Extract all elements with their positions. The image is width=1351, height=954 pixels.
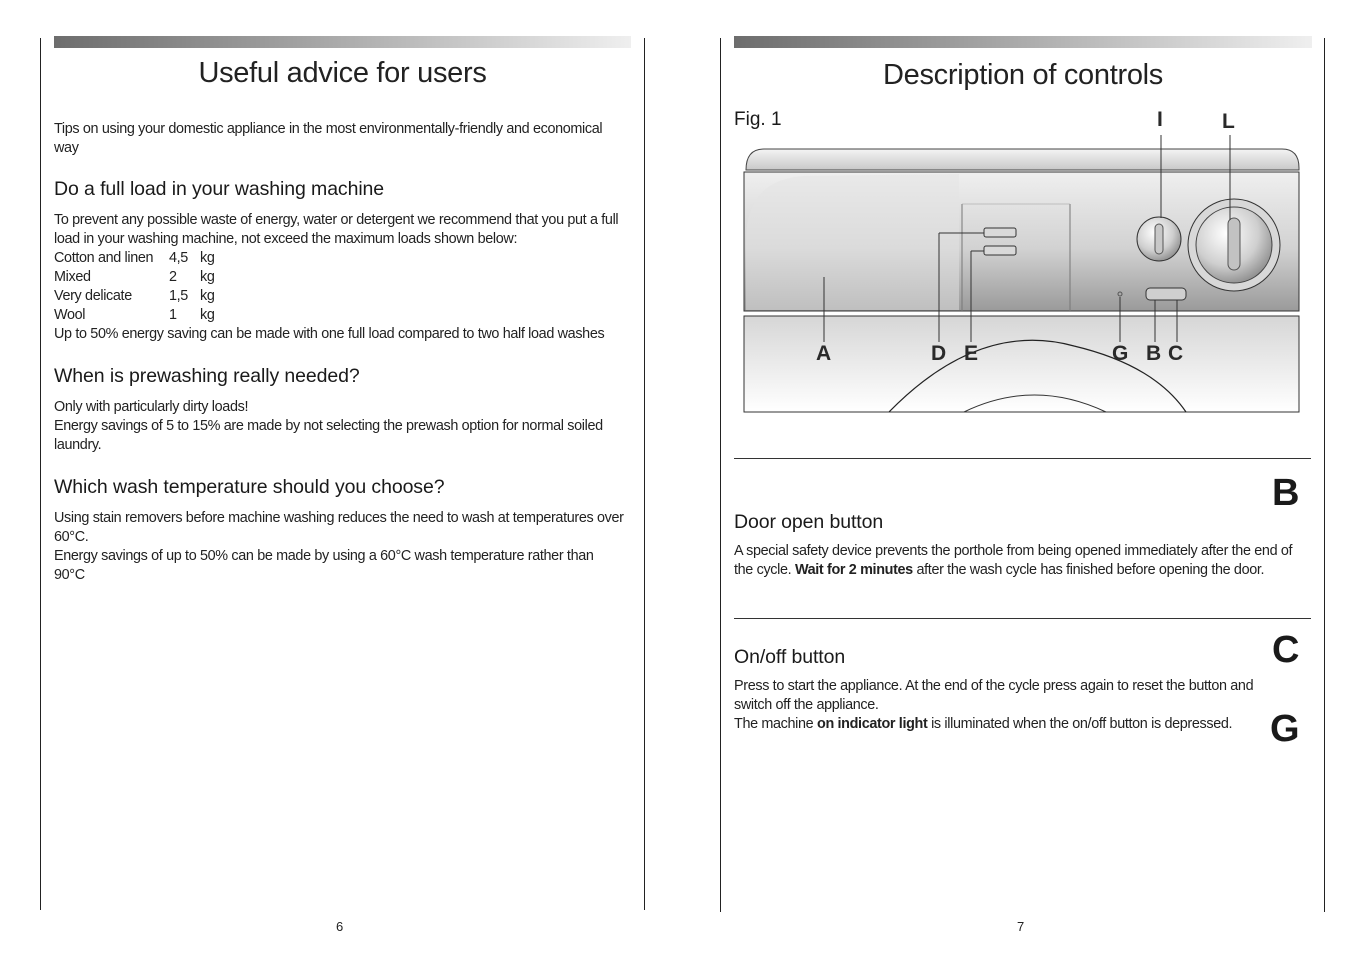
door-open-heading: Door open button: [734, 511, 884, 533]
full-load-text: [54, 211, 624, 344]
load-value: 1: [169, 307, 177, 323]
prewash-line: Only with particularly dirty loads!: [54, 399, 249, 415]
load-row: [54, 287, 624, 306]
control-panel-diagram: [734, 100, 1312, 420]
callout-a: A: [816, 342, 832, 365]
section-heading: When is prewashing really needed?: [54, 365, 360, 387]
page-number: 6: [336, 919, 344, 934]
callout-l: L: [1222, 110, 1235, 133]
load-value: 4,5: [169, 250, 188, 266]
section-letter-c: C: [1272, 629, 1300, 671]
page-number: 7: [1017, 919, 1025, 934]
section-heading: Which wash temperature should you choose?: [54, 476, 445, 498]
header-gradient-bar: [54, 36, 631, 48]
section-divider: [734, 618, 1311, 619]
section-letter-b: B: [1272, 472, 1300, 514]
load-unit: kg: [200, 307, 215, 323]
load-unit: kg: [200, 250, 215, 266]
load-unit: kg: [200, 269, 215, 285]
load-unit: kg: [200, 288, 215, 304]
panel-top-strip: [746, 149, 1299, 170]
load-item: Very delicate: [54, 288, 132, 304]
onoff-text-part: is illuminated when the on/off button is depressed.: [927, 716, 1233, 732]
onoff-text-bold: on indicator light: [817, 716, 928, 732]
onoff-line: Press to start the appliance. At the end of the cycle press again to reset the button and switch off the appliance.: [734, 678, 1254, 713]
temperature-text: [54, 509, 624, 585]
loads-note: Up to 50% energy saving can be made with one full load compared to two half load washes: [54, 326, 605, 342]
onoff-text: [734, 677, 1272, 734]
indicator-d: [984, 228, 1016, 237]
load-item: Wool: [54, 307, 86, 323]
button-bc: [1146, 288, 1186, 300]
intro-text: Tips on using your domestic appliance in the most environmentally-friendly and economical way: [54, 121, 603, 156]
figure-label: Fig. 1: [734, 109, 782, 130]
full-load-paragraph: To prevent any possible waste of energy, water or detergent we recommend that you put a full load in your washing machine, not exceed the maximum loads shown below:: [54, 212, 619, 247]
door-open-text: [734, 542, 1310, 580]
prewash-text: [54, 398, 624, 455]
callout-d: D: [931, 342, 947, 365]
page-title: Useful advice for users: [198, 57, 487, 89]
temperature-line: Energy savings of up to 50% can be made by using a 60°C wash temperature rather than 90°C: [54, 548, 594, 583]
onoff-heading: On/off button: [734, 646, 846, 668]
section-heading: Do a full load in your washing machine: [54, 178, 385, 200]
left-page-border-left: [40, 38, 41, 910]
load-row: [54, 249, 624, 268]
load-value: 1,5: [169, 288, 188, 304]
right-page-border-right: [1324, 38, 1325, 912]
callout-b: B: [1146, 342, 1162, 365]
section-divider: [734, 458, 1311, 459]
load-item: Cotton and linen: [54, 250, 154, 266]
onoff-text-part: The machine: [734, 716, 817, 732]
callout-i: I: [1157, 108, 1163, 131]
indicator-e: [984, 246, 1016, 255]
section-letter-g: G: [1270, 708, 1300, 750]
onoff-line: [734, 715, 1272, 734]
callout-c: C: [1168, 342, 1184, 365]
door-text-bold: Wait for 2 minutes: [794, 562, 913, 578]
load-row: [54, 306, 624, 325]
right-page-border-left: [720, 38, 721, 912]
door-text-part: after the wash cycle has finished before opening the door.: [912, 562, 1265, 578]
load-value: 2: [169, 269, 177, 285]
load-item: Mixed: [54, 269, 91, 285]
left-page-border-right: [644, 38, 645, 910]
temperature-line: Using stain removers before machine washing reduces the need to wash at temperatures over 60°C.: [54, 510, 624, 545]
callout-g: G: [1112, 342, 1129, 365]
callout-e: E: [964, 342, 979, 365]
page-title: Description of controls: [883, 59, 1163, 91]
prewash-line: Energy savings of 5 to 15% are made by not selecting the prewash option for normal soiled laundry.: [54, 418, 603, 453]
door-text-part: A special safety device prevents the porthole from being opened immediately after the end of the cycle.: [734, 543, 1293, 578]
header-gradient-bar: [734, 36, 1312, 48]
load-row: [54, 268, 624, 287]
